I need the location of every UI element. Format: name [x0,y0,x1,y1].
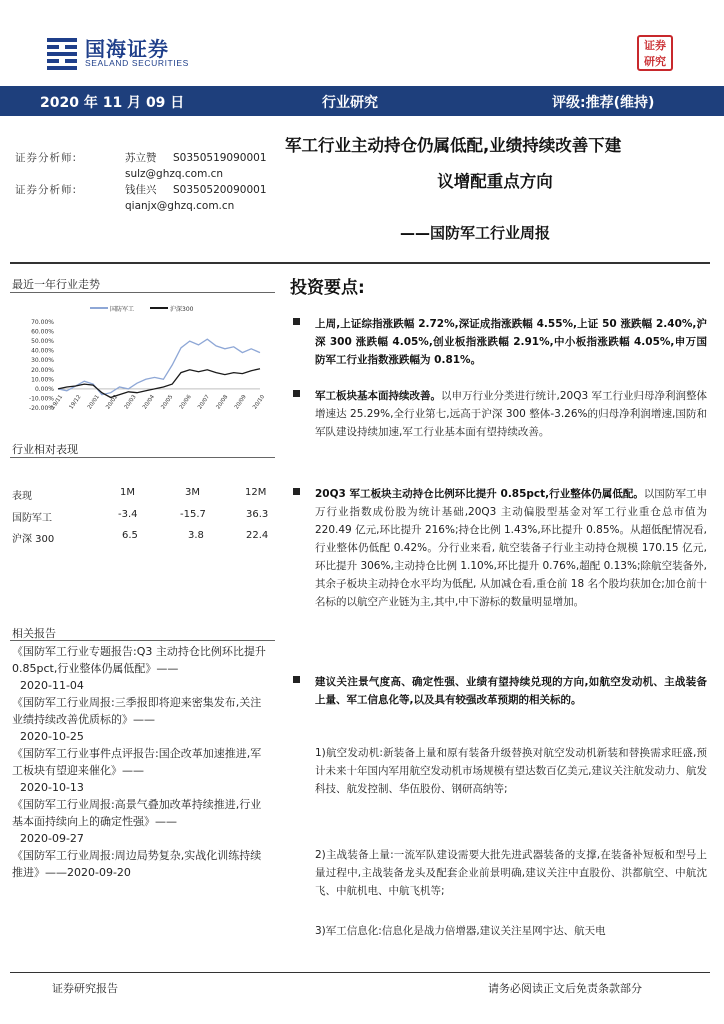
y-tick-label: 0.00% [34,385,54,393]
point-recommend [315,673,707,709]
header-divider [10,262,710,264]
company-logo [45,33,205,75]
footer-left: 证券研究报告 [52,982,118,995]
row-12m: 36.3 [246,509,269,520]
logo-english-name: SEALAND SECURITIES [85,58,189,68]
x-tick-label: 20/09 [233,394,248,411]
x-tick-label: 20/04 [141,394,157,411]
point-recommend-text: 建议关注景气度高、确定性强、业绩有望持续兑现的方向,如航空发动机、主战装备上量、军工信息化等,以及具有较强改革预期的相关标的。 [315,676,707,706]
y-tick-label: -20.00% [28,405,54,412]
sub-point-informatization: 3)军工信息化:信息化是战力倍增器,建议关注星网宇达、航天电 [315,925,606,937]
x-tick-label: 20/10 [252,394,267,411]
chart-legend [90,305,194,313]
point-holdings [315,485,707,611]
report-date: 2020-09-27 [20,832,84,845]
report-title [285,132,705,196]
sealand-logo-icon [45,35,79,71]
point-market-text: 上周,上证综指涨跌幅 2.72%,深证成指涨跌幅 4.55%,上证 50 涨跌幅 2.40%,沪深 300 涨跌幅 4.05%,创业板指涨跌幅 2.91%,中小板指涨跌幅 4.05%,申万国防军工行业指数涨跌幅为 0.81%。 [315,318,707,366]
x-tick-label: 20/03 [123,394,138,411]
analyst-email[interactable]: sulz@ghzq.com.cn [125,168,224,180]
x-tick-label: 20/06 [178,394,193,411]
point-market [315,315,707,369]
x-tick-label: 19/11 [50,394,65,411]
footer-divider [10,972,710,973]
analyst-license: S0350520090001 [173,184,267,196]
col-header: 表现 [12,491,32,502]
report-subtitle: ——国防军工行业周报 [400,224,551,242]
bullet-icon [293,676,300,683]
report-link[interactable]: 《国防军工行业周报:三季报即将迎来密集发布,关注业绩持续改善优质标的》—— [12,696,262,726]
col-header: 12M [245,487,267,498]
col-header: 1M [120,487,135,498]
performance-divider-top [10,457,275,458]
y-tick-label: -10.00% [28,395,54,403]
legend-label-hs300: 沪深300 [170,306,194,313]
y-tick-label: 40.00% [31,347,54,355]
report-date: 2020-10-13 [20,781,84,794]
y-tick-label: 70.00% [31,319,54,326]
trend-heading: 最近一年行业走势 [12,278,100,291]
y-tick-label: 10.00% [31,376,54,384]
report-link[interactable]: 《国防军工行业周报:周边局势复杂,实战化训练持续推进》——2020-09-20 [12,849,262,879]
point-holdings-text: 以国防军工申万行业指数成份股为统计基础,20Q3 主动偏股型基金对军工行业重仓总市值为 220.49 亿元,环比提升 216%;持仓比例 1.43%,环比提升 0.85%。从超低配情况看,行业整体仍低配 0.42%。分行业来看, 航空装备子行业主动持仓规模 170.15 亿元,环比提升 306%,主动持仓比例 1.10%,环比提升 0.76%,超配 0.13%;除航空装备外,其余子板块主动持仓水平均为低配, 从加减仓看,重仓前 18 名个股均获加仓;加仓前十名标的以航空产业链为主,其中,中下游标的数量明显增加。 [315,488,708,608]
bullet-icon [293,318,300,325]
row-12m: 22.4 [246,530,269,541]
point-holdings-bold: 20Q3 军工板块主动持仓比例环比提升 0.85pct,行业整体仍属低配。 [315,488,644,500]
x-tick-label: 19/12 [68,394,83,411]
analyst-email[interactable]: qianjx@ghzq.com.cn [125,200,235,212]
y-tick-label: 20.00% [31,366,54,374]
x-axis [50,394,266,411]
row-name: 沪深 300 [12,534,55,545]
y-tick-label: 50.00% [31,338,54,346]
related-report-item[interactable] [12,745,272,779]
report-link[interactable]: 《国防军工行业事件点评报告:国企改革加速推进,军工板块有望迎来催化》—— [12,747,262,777]
analyst-name: 钱佳兴 [125,184,157,196]
title-line-2: 议增配重点方向 [437,172,553,191]
row-1m: -3.4 [118,509,138,520]
title-line-1: 军工行业主动持仓仍属低配,业绩持续改善下建 [285,136,622,155]
x-tick-label: 20/08 [215,394,230,411]
report-info-bar [0,86,724,116]
seal-text-2: 研究 [644,55,666,68]
industry-trend-chart [10,296,275,431]
report-type: 行业研究 [322,95,378,111]
logo-chinese-name: 国海证券 [85,37,169,61]
report-link[interactable]: 《国防军工行业专题报告:Q3 主动持仓比例环比提升 0.85pct,行业整体仍属低配》—— [12,645,266,675]
bullet-icon [293,488,300,495]
footer-right: 请务必阅读正文后免责条款部分 [488,982,642,995]
report-date: 2020-10-25 [20,730,84,743]
analyst-label: 证券分析师: [15,152,78,164]
performance-heading: 行业相对表现 [12,443,78,456]
col-header: 3M [185,487,200,498]
row-3m: -15.7 [180,509,206,520]
point-fundamentals-text: 以申万行业分类进行统计,20Q3 军工行业归母净利润整体增速达 25.29%,全行业第七,远高于沪深 300 整体-3.26%的归母净利润增速,国防和军队建设持续加速,军工行业基本面有望持续改善。 [315,390,708,438]
legend-label-defense: 国防军工 [110,306,135,313]
report-date: 2020 年 11 月 09 日 [40,95,185,111]
related-report-item[interactable] [12,643,272,677]
rating-badge: 评级:推荐(维持) [552,95,655,111]
analyst-name: 苏立赞 [125,152,157,164]
related-reports-list [12,643,272,881]
analyst-label: 证券分析师: [15,184,78,196]
sub-point-equipment: 2)主战装备上量:一流军队建设需要大批先进武器装备的支撑,在装备补短板和型号上量过程中,主战装备龙头及配套企业前景明确,建议关注中直股份、洪都航空、中航沈飞、中航机电、中航飞机等; [315,849,707,897]
row-name: 国防军工 [12,513,52,524]
point-fundamentals [315,387,707,441]
related-divider [10,640,275,641]
analyst-2 [15,182,267,198]
y-tick-label: 60.00% [31,328,54,336]
bullet-icon [293,390,300,397]
related-report-item[interactable] [12,694,272,728]
trend-divider [10,292,275,293]
row-1m: 6.5 [122,530,138,541]
x-tick-label: 20/02 [105,394,120,411]
seal-text-1: 证券 [644,39,666,52]
analyst-1 [15,150,267,166]
y-tick-label: 30.00% [31,357,54,365]
report-date: 2020-11-04 [20,679,84,692]
related-heading: 相关报告 [12,627,56,640]
investment-heading: 投资要点: [290,278,365,298]
analyst-license: S0350519090001 [173,152,267,164]
sub-point-engine: 1)航空发动机:新装备上量和原有装备升级替换对航空发动机新装和替换需求旺盛,预计未来十年国内军用航空发动机市场规模有望达数百亿美元,建议关注航发动力、航发科技、航发控制、华伍股份、钢研高纳等; [315,747,707,795]
series-line-defense [58,339,260,394]
report-link[interactable]: 《国防军工行业周报:高景气叠加改革持续推进,行业基本面持续向上的确定性强》—— [12,798,262,828]
row-3m: 3.8 [188,530,204,541]
x-tick-label: 20/01 [86,394,101,411]
related-report-item[interactable] [12,847,272,881]
research-seal-icon [637,35,673,71]
point-fundamentals-bold: 军工板块基本面持续改善。 [315,390,442,402]
x-tick-label: 20/05 [160,394,175,411]
x-tick-label: 20/07 [197,394,212,411]
related-report-item[interactable] [12,796,272,830]
